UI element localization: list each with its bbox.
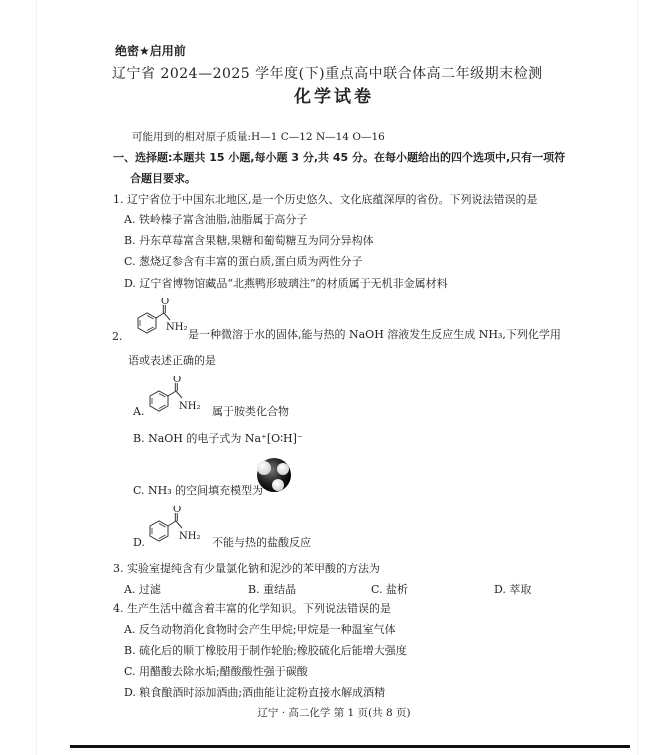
nh3-space-filling-model <box>253 454 295 496</box>
benzamide-structure <box>124 298 188 344</box>
q3-stem: 3. 实验室提纯含有少量氯化钠和泥沙的苯甲酸的方法为 <box>113 562 380 575</box>
benzamide-a-o-label: O <box>173 376 182 385</box>
q2-option-d-label: D. <box>133 536 145 549</box>
q4-stem: 4. 生产生活中蕴含着丰富的化学知识。下列说法错误的是 <box>113 602 391 615</box>
benzamide-structure-a <box>146 376 210 422</box>
q3-option-d: D. 萃取 <box>494 583 532 596</box>
q2-option-a-label: A. <box>133 405 145 418</box>
q4-option-a: A. 反刍动物消化食物时会产生甲烷;甲烷是一种温室气体 <box>124 623 396 636</box>
q2-option-c: C. NH₃ 的空间填充模型为 <box>133 484 264 497</box>
benzamide-a-nh2-label: NH₂ <box>179 401 201 412</box>
benzamide-d-nh2-label: NH₂ <box>179 531 201 542</box>
q3-option-b: B. 重结晶 <box>248 583 297 596</box>
page-footer: 辽宁 · 高二化学 第 1 页(共 8 页) <box>257 707 411 719</box>
page-edge <box>36 0 638 755</box>
section1-heading: 一、选择题:本题共 15 小题,每小题 3 分,共 45 分。在每小题给出的四个选项中,只有一项符 <box>113 151 566 164</box>
q2-option-a-text: 属于胺类化合物 <box>212 405 289 418</box>
q2-option-b: B. NaOH 的电子式为 Na⁺[O∶H]⁻ <box>133 432 303 445</box>
q4-option-d: D. 粮食酿酒时添加酒曲;酒曲能让淀粉直接水解成酒精 <box>124 686 386 699</box>
benzamide-d-o-label: O <box>173 506 182 515</box>
q1-option-c: C. 葱烧辽参含有丰富的蛋白质,蛋白质为两性分子 <box>124 255 363 268</box>
q4-option-c: C. 用醋酸去除水垢;醋酸酸性强于碳酸 <box>124 665 308 678</box>
q1-stem: 1. 辽宁省位于中国东北地区,是一个历史悠久、文化底蕴深厚的省份。下列说法错误的是 <box>113 193 538 206</box>
q1-option-b: B. 丹东草莓富含果糖,果糖和葡萄糖互为同分异构体 <box>124 234 374 247</box>
bottom-rule <box>70 745 630 748</box>
q4-option-b: B. 硫化后的顺丁橡胶用于制作轮胎;橡胶硫化后能增大强度 <box>124 644 407 657</box>
atomic-mass-line: 可能用到的相对原子质量:H—1 C—12 N—14 O—16 <box>132 131 385 143</box>
q2-stem-line1: 是一种微溶于水的固体,能与热的 NaOH 溶液发生反应生成 NH₃,下列化学用 <box>188 328 561 341</box>
secret-label: 绝密★启用前 <box>115 44 186 58</box>
q3-option-c: C. 盐析 <box>371 583 409 596</box>
benzamide-structure-d <box>146 506 210 552</box>
exam-title: 辽宁省 2024—2025 学年度(下)重点高中联合体高二年级期末检测 <box>112 66 543 82</box>
q1-option-a: A. 铁岭榛子富含油脂,油脂属于高分子 <box>124 213 308 226</box>
q2-option-d-text: 不能与热的盐酸反应 <box>212 536 311 549</box>
subject-title: 化学试卷 <box>294 87 374 107</box>
q2-stem-line2: 语或表述正确的是 <box>128 354 216 367</box>
benzamide-nh2-label: NH₂ <box>166 322 188 333</box>
section1-heading-cont: 合题目要求。 <box>130 172 196 185</box>
q3-option-a: A. 过滤 <box>124 583 161 596</box>
benzamide-o-label: O <box>161 298 170 307</box>
q2-number: 2. <box>112 330 123 343</box>
q1-option-d: D. 辽宁省博物馆藏品“北燕鸭形玻璃注”的材质属于无机非金属材料 <box>124 277 448 290</box>
